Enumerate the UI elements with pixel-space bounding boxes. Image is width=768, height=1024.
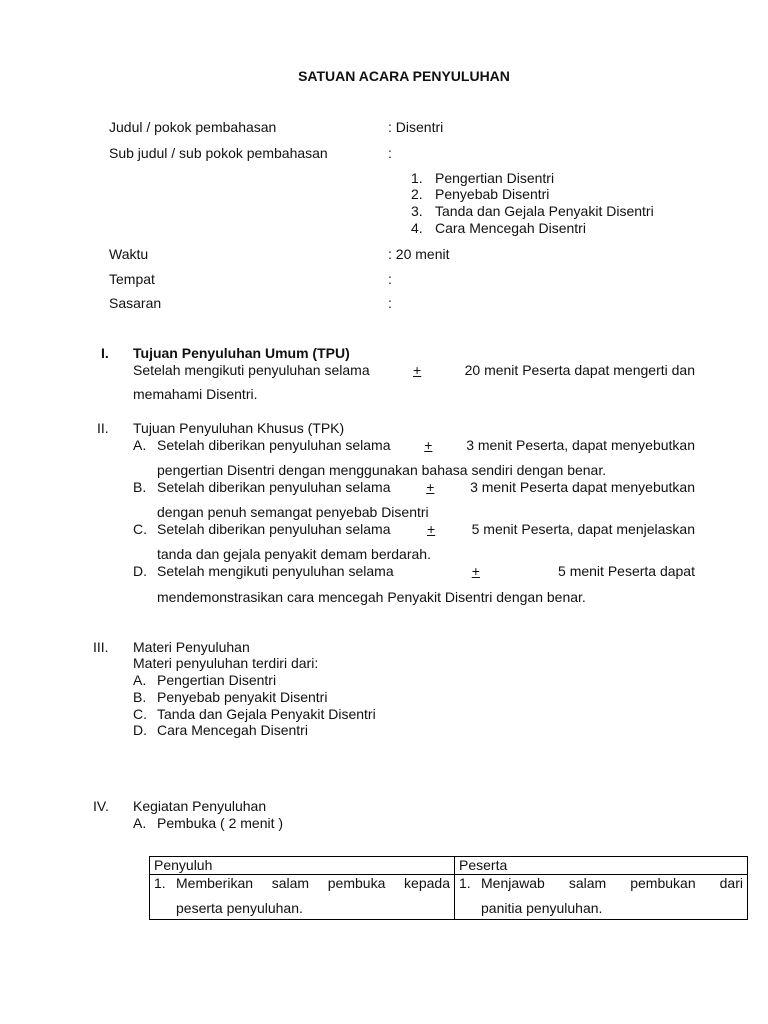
tpk-item-line-2: pengertian Disentri dengan menggunakan bahasa sendiri dengan benar. — [157, 462, 607, 478]
tpk-text-b: 5 menit Peserta dapat — [558, 563, 695, 579]
tempat-label: Tempat — [109, 271, 155, 287]
sub-item-text: Penyebab Disentri — [435, 186, 550, 202]
item-letter: A. — [133, 437, 147, 453]
item-letter: B. — [133, 479, 147, 495]
tpu-text-a: Setelah mengikuti penyuluhan selama — [133, 362, 370, 378]
item-letter: A. — [133, 815, 147, 831]
tpu-line-2: memahami Disentri. — [133, 386, 258, 402]
item-letter: D. — [133, 563, 147, 579]
tpk-item-line-2: mendemonstrasikan cara mencegah Penyakit Disentri dengan benar. — [157, 589, 586, 605]
item-letter: A. — [133, 672, 147, 688]
item-letter: C. — [133, 706, 147, 722]
cell-text: Menjawab salam pembukan dari — [481, 875, 743, 891]
sub-item-num: 3. — [411, 203, 423, 219]
tpk-text-b: 3 menit Peserta, dapat menyebutkan — [466, 437, 695, 453]
section-number: IV. — [93, 798, 109, 814]
section-number: II. — [97, 420, 109, 436]
sasaran-colon: : — [388, 295, 392, 311]
section-number: III. — [93, 639, 109, 655]
subsection-heading: Pembuka ( 2 menit ) — [157, 815, 284, 831]
materi-item: Cara Mencegah Disentri — [157, 722, 308, 738]
sub-item-num: 2. — [411, 186, 423, 202]
tpk-item-line-1 — [157, 563, 695, 579]
tpk-text-a: Setelah mengikuti penyuluhan selama — [157, 563, 394, 579]
waktu-value: : 20 menit — [388, 246, 450, 262]
tempat-colon: : — [388, 271, 392, 287]
materi-intro: Materi penyuluhan terdiri dari: — [133, 655, 319, 671]
table-cell-peserta — [455, 875, 748, 920]
tpk-item-line-1 — [157, 521, 695, 537]
cell-text: Memberikan salam pembuka kepada — [176, 875, 450, 891]
materi-item: Pengertian Disentri — [157, 672, 277, 688]
materi-item: Penyebab penyakit Disentri — [157, 689, 328, 705]
column-header-penyuluh: Penyuluh — [150, 857, 455, 875]
tpk-item-line-2: tanda dan gejala penyakit demam berdarah. — [157, 546, 431, 562]
plus-minus: + — [426, 479, 435, 495]
item-letter: D. — [133, 722, 147, 738]
tpk-text-a: Setelah diberikan penyuluhan selama — [157, 479, 391, 495]
row-number: 1. — [154, 875, 166, 891]
section-heading: Tujuan Penyuluhan Khusus (TPK) — [133, 420, 345, 436]
sub-item-text: Cara Mencegah Disentri — [435, 220, 586, 236]
row-number: 1. — [459, 875, 471, 891]
tpk-item-line-1 — [157, 437, 695, 453]
tpk-text-b: 5 menit Peserta, dapat menjelaskan — [471, 521, 695, 537]
materi-item: Tanda dan Gejala Penyakit Disentri — [157, 706, 376, 722]
table-row — [150, 875, 748, 920]
waktu-label: Waktu — [109, 246, 149, 262]
tpk-text-a: Setelah diberikan penyuluhan selama — [157, 437, 391, 453]
plus-minus: + — [471, 563, 480, 579]
page-title: SATUAN ACARA PENYULUHAN — [298, 68, 510, 84]
sasaran-label: Sasaran — [109, 295, 162, 311]
column-header-peserta: Peserta — [455, 857, 748, 875]
tpk-item-line-1 — [157, 479, 695, 495]
section-number: I. — [101, 345, 109, 361]
table-cell-penyuluh — [150, 875, 455, 920]
judul-value: : Disentri — [388, 119, 444, 135]
judul-label: Judul / pokok pembahasan — [109, 119, 277, 135]
item-letter: B. — [133, 689, 147, 705]
subjudul-colon: : — [388, 145, 392, 161]
cell-text: peserta penyuluhan. — [176, 900, 303, 916]
tpk-text-a: Setelah diberikan penyuluhan selama — [157, 521, 391, 537]
cell-text: panitia penyuluhan. — [481, 900, 603, 916]
tpu-line-1 — [133, 362, 695, 378]
tpk-item-line-2: dengan penuh semangat penyebab Disentri — [157, 504, 429, 520]
item-letter: C. — [133, 521, 147, 537]
plus-minus: + — [426, 521, 436, 537]
subjudul-label: Sub judul / sub pokok pembahasan — [109, 145, 328, 161]
plus-minus: + — [424, 437, 433, 453]
plus-minus: + — [413, 362, 422, 378]
sub-item-num: 1. — [411, 170, 423, 186]
table-header-row — [150, 857, 748, 875]
section-heading: Materi Penyuluhan — [133, 639, 250, 655]
tpk-text-b: 3 menit Peserta dapat menyebutkan — [470, 479, 695, 495]
sub-item-text: Pengertian Disentri — [435, 170, 555, 186]
section-heading: Tujuan Penyuluhan Umum (TPU) — [133, 345, 350, 361]
sub-item-text: Tanda dan Gejala Penyakit Disentri — [435, 203, 654, 219]
sub-item-num: 4. — [411, 220, 423, 236]
tpu-text-b: 20 menit Peserta dapat mengerti dan — [464, 362, 695, 378]
activity-table — [149, 856, 748, 920]
section-heading: Kegiatan Penyuluhan — [133, 798, 267, 814]
